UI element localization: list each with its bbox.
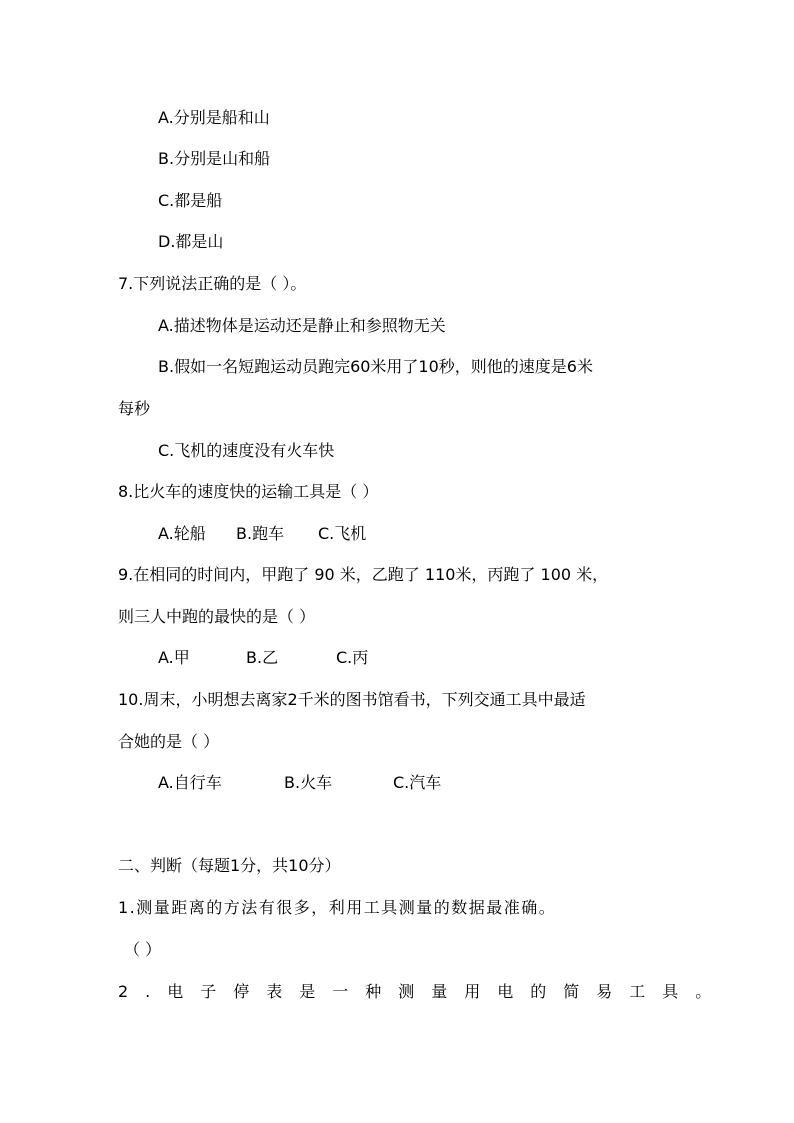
judgment-1-line1: 1.测量距离的方法有很多，利用工具测量的数据最准确。 xyxy=(118,898,557,917)
q8-option-a: A.轮船 xyxy=(158,524,206,543)
q7-option-b-line2: 每秒 xyxy=(118,399,151,418)
q9-option-c: C.丙 xyxy=(336,648,369,667)
q6-option-d: D.都是山 xyxy=(158,232,224,251)
q6-option-a: A.分别是船和山 xyxy=(158,108,270,127)
q9-stem-line1: 9.在相同的时间内，甲跑了 90 米，乙跑了 110米，丙跑了 100 米， xyxy=(118,565,609,584)
q10-option-b: B.火车 xyxy=(284,773,333,792)
q7-stem: 7.下列说法正确的是（ ）。 xyxy=(118,274,307,293)
q6-option-b: B.分别是山和船 xyxy=(158,149,271,168)
q10-stem-line2: 合她的是（ ） xyxy=(118,732,220,751)
section-heading: 二、判断（每题1分，共10分） xyxy=(118,856,341,875)
judgment-2-line1: 2.电子停表是一种测量用电的简易工具。 xyxy=(118,982,729,1001)
q8-option-c: C.飞机 xyxy=(318,524,367,543)
q9-option-a: A.甲 xyxy=(158,648,190,667)
q7-option-c: C.飞机的速度没有火车快 xyxy=(158,441,335,460)
q8-option-b: B.跑车 xyxy=(236,524,285,543)
q7-option-b-line1: B.假如一名短跑运动员跑完60米用了10秒，则他的速度是6米 xyxy=(158,357,593,376)
q9-option-b: B.乙 xyxy=(246,648,279,667)
q10-option-a: A.自行车 xyxy=(158,773,222,792)
q9-stem-line2: 则三人中跑的最快的是（ ） xyxy=(118,607,316,626)
q10-stem-line1: 10.周末，小明想去离家2千米的图书馆看书，下列交通工具中最适 xyxy=(118,690,586,709)
q8-stem: 8.比火车的速度快的运输工具是（ ） xyxy=(118,482,379,501)
q10-option-c: C.汽车 xyxy=(393,773,442,792)
judgment-1-bracket: （ ） xyxy=(124,940,162,959)
q7-option-a: A.描述物体是运动还是静止和参照物无关 xyxy=(158,316,446,335)
q6-option-c: C.都是船 xyxy=(158,191,223,210)
